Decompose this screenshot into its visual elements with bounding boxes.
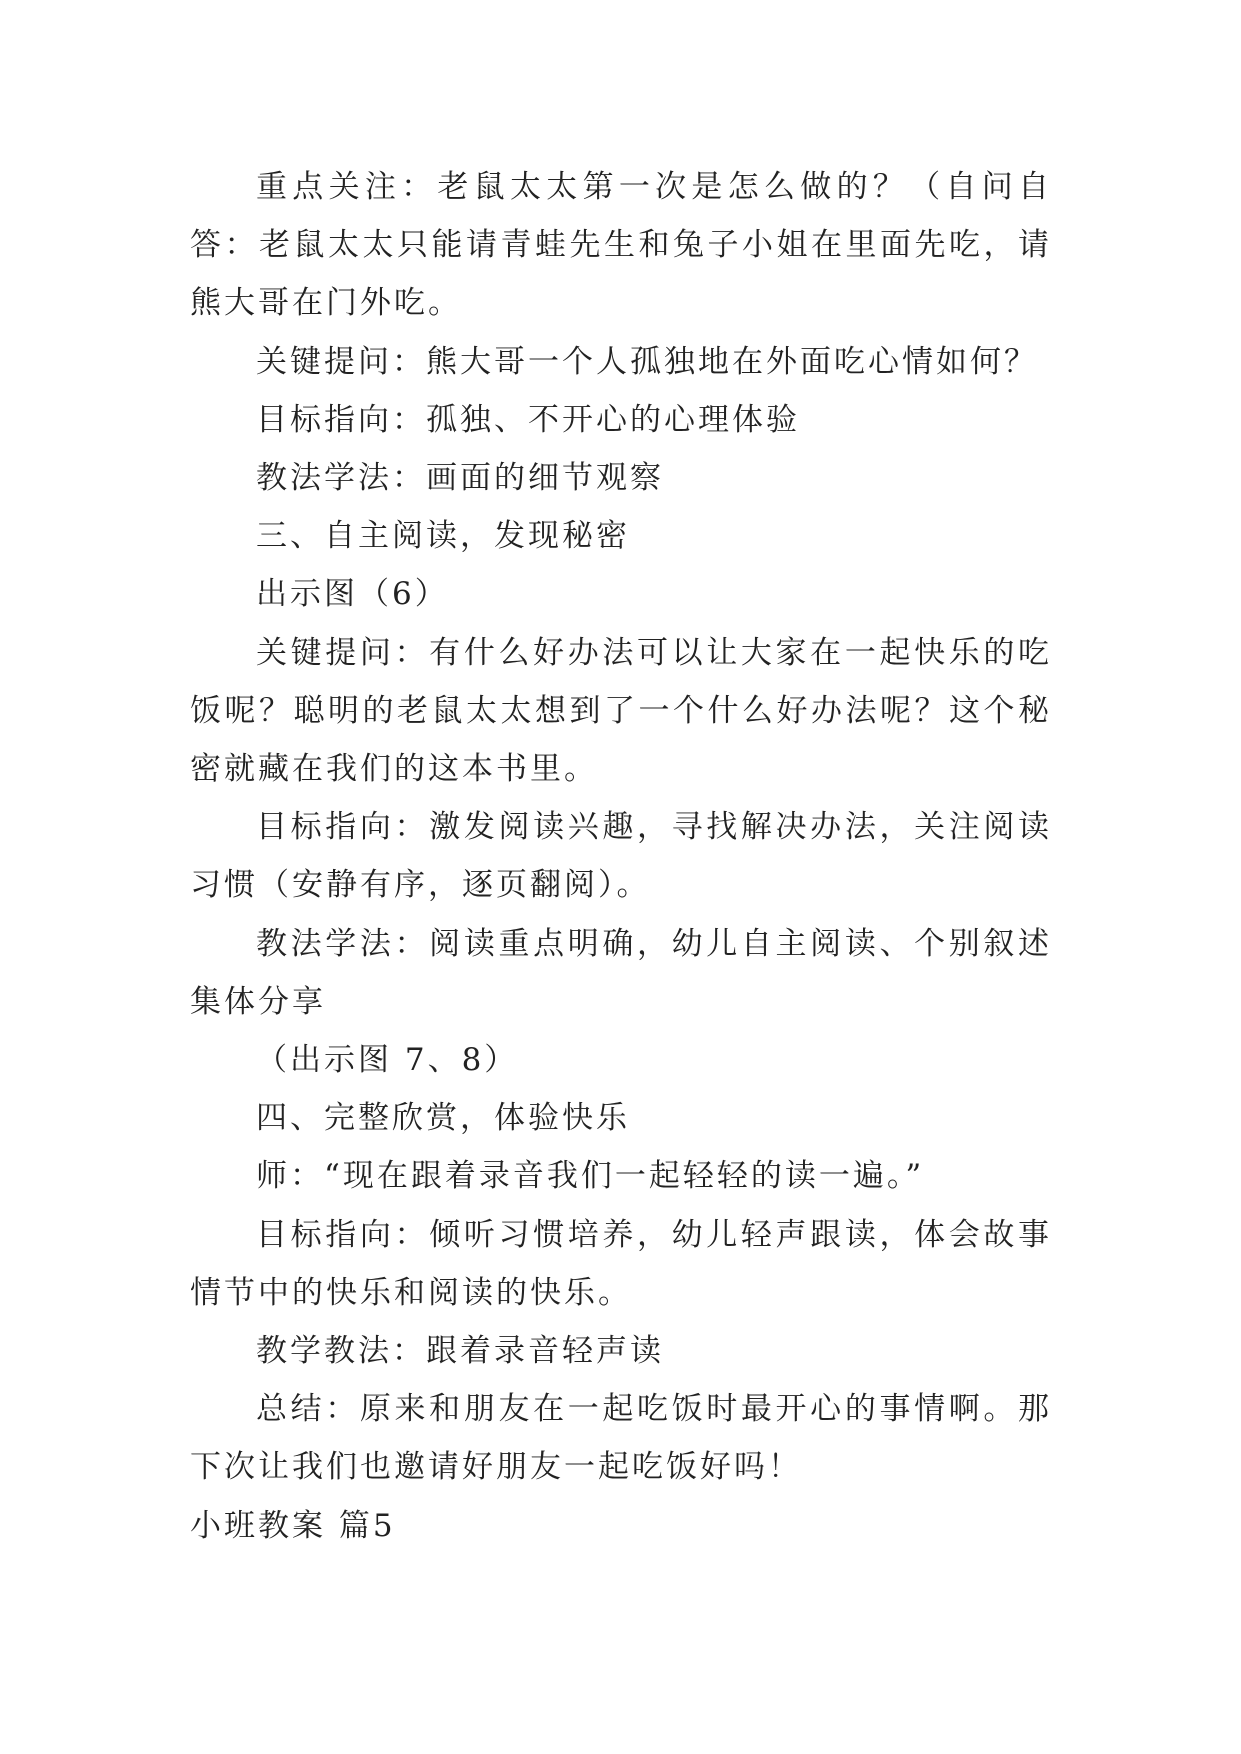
document-page (190, 158, 1052, 1555)
paragraph-show-figure-6: 出示图（6） (256, 576, 449, 613)
paragraph-show-figure-7-8: （出示图 7、8） (256, 1042, 519, 1079)
paragraph-goal-2: 目标指向：激发阅读兴趣，寻找解决办法，关注阅读习惯（安静有序，逐页翻阅）。 (190, 809, 1052, 904)
paragraph-method-2: 教法学法：阅读重点明确，幼儿自主阅读、个别叙述集体分享 (190, 925, 1052, 1020)
lesson-plan-title: 小班教案 篇5 (190, 1507, 396, 1544)
paragraph-goal-3: 目标指向：倾听习惯培养，幼儿轻声跟读，体会故事情节中的快乐和阅读的快乐。 (190, 1216, 1052, 1311)
paragraph-summary: 总结：原来和朋友在一起吃饭时最开心的事情啊。那下次让我们也邀请好朋友一起吃饭好吗！ (190, 1391, 1052, 1486)
paragraph-goal-1: 目标指向：孤独、不开心的心理体验 (256, 401, 800, 438)
section-heading-4: 四、完整欣赏，体验快乐 (256, 1100, 630, 1137)
paragraph-key-question-1: 关键提问：熊大哥一个人孤独地在外面吃心情如何？ (256, 343, 1038, 380)
paragraph-key-focus: 重点关注：老鼠太太第一次是怎么做的？（自问自答：老鼠太太只能请青蛙先生和兔子小姐在里面先吃，请熊大哥在门外吃。 (190, 169, 1052, 322)
paragraph-method-1: 教法学法：画面的细节观察 (256, 460, 664, 497)
section-heading-3: 三、自主阅读，发现秘密 (256, 518, 630, 555)
paragraph-method-3: 教学教法：跟着录音轻声读 (256, 1333, 664, 1370)
paragraph-teacher-quote: 师：“现在跟着录音我们一起轻轻的读一遍。” (256, 1158, 925, 1195)
paragraph-key-question-2: 关键提问：有什么好办法可以让大家在一起快乐的吃饭呢？聪明的老鼠太太想到了一个什么好办法呢？这个秘密就藏在我们的这本书里。 (190, 634, 1052, 788)
